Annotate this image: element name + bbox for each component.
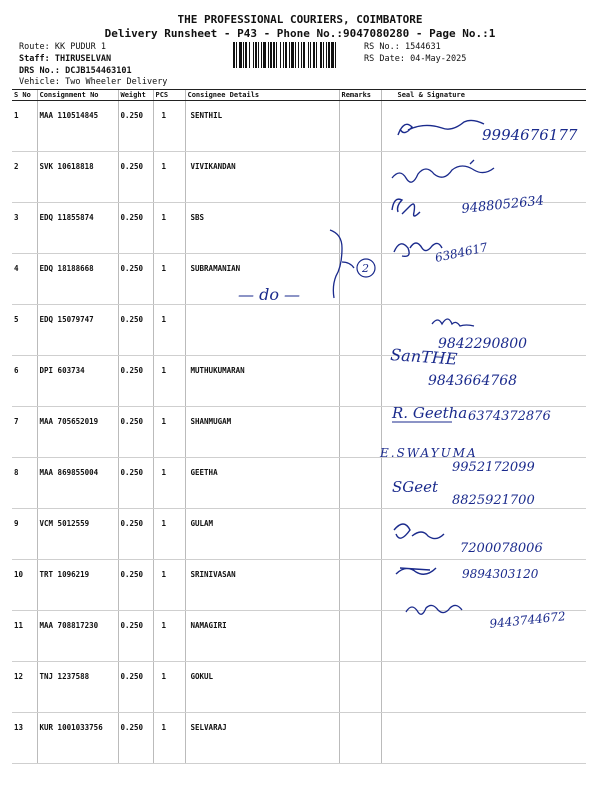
cell-signature bbox=[381, 662, 586, 713]
route-value: KK PUDUR 1 bbox=[54, 42, 107, 52]
cell-signature bbox=[381, 254, 586, 305]
rs-date-label: RS Date: bbox=[364, 54, 405, 64]
cell-remarks bbox=[339, 305, 381, 356]
cell-sno: 9 bbox=[12, 509, 37, 560]
table-row bbox=[12, 152, 586, 203]
cell-consignment: VCM 5012559 bbox=[37, 509, 118, 560]
table-row bbox=[12, 560, 586, 611]
cell-weight: 0.250 bbox=[118, 407, 153, 458]
rs-no-label: RS No.: bbox=[364, 42, 400, 52]
handwritten-phone-8: 6374372876 bbox=[468, 409, 551, 424]
handwritten-phone-13: 9443744672 bbox=[488, 609, 567, 631]
cell-sno: 4 bbox=[12, 254, 37, 305]
cell-sno: 6 bbox=[12, 356, 37, 407]
cell-consignment: MAA 708817230 bbox=[37, 611, 118, 662]
barcode-bar bbox=[255, 42, 257, 68]
col-weight: Weight bbox=[118, 90, 153, 101]
cell-consignment: TRT 1096219 bbox=[37, 560, 118, 611]
cell-remarks bbox=[339, 611, 381, 662]
cell-signature bbox=[381, 305, 586, 356]
cell-weight: 0.250 bbox=[118, 152, 153, 203]
vehicle-label: Vehicle: bbox=[19, 77, 60, 87]
barcode-bar bbox=[236, 42, 237, 68]
cell-sno: 13 bbox=[12, 713, 37, 764]
cell-signature bbox=[381, 203, 586, 254]
cell-signature bbox=[381, 611, 586, 662]
rs-no-value: 1544631 bbox=[404, 42, 441, 52]
cell-weight: 0.250 bbox=[118, 356, 153, 407]
barcode-bar bbox=[310, 42, 311, 68]
cell-consignee: SBS bbox=[185, 203, 339, 254]
cell-signature bbox=[381, 509, 586, 560]
cell-consignee: SRINIVASAN bbox=[185, 560, 339, 611]
cell-pcs: 1 bbox=[153, 152, 185, 203]
drs-value: DCJB154463101 bbox=[65, 66, 132, 76]
barcode-bar bbox=[335, 42, 336, 68]
cell-weight: 0.250 bbox=[118, 611, 153, 662]
cell-consignment: EDQ 11855874 bbox=[37, 203, 118, 254]
cell-signature bbox=[381, 407, 586, 458]
barcode-bar bbox=[249, 42, 250, 68]
barcode bbox=[232, 42, 358, 68]
cell-pcs: 1 bbox=[153, 305, 185, 356]
cell-pcs: 1 bbox=[153, 509, 185, 560]
cell-consignee: SUBRAMANIAN bbox=[185, 254, 339, 305]
drs-line bbox=[19, 66, 132, 76]
cell-consignee: MUTHUKUMARAN bbox=[185, 356, 339, 407]
cell-consignment: MAA 110514845 bbox=[37, 101, 118, 152]
cell-consignment: MAA 705652019 bbox=[37, 407, 118, 458]
handwritten-phone-6: 9842290800 bbox=[438, 336, 528, 352]
vehicle-value: Two Wheeler Delivery bbox=[65, 77, 168, 87]
cell-remarks bbox=[339, 560, 381, 611]
cell-remarks bbox=[339, 407, 381, 458]
route-label: Route: bbox=[19, 42, 50, 52]
cell-weight: 0.250 bbox=[118, 203, 153, 254]
table-row bbox=[12, 101, 586, 152]
cell-pcs: 1 bbox=[153, 662, 185, 713]
cell-consignee bbox=[185, 305, 339, 356]
barcode-bar bbox=[276, 42, 277, 68]
table-row bbox=[12, 611, 586, 662]
cell-weight: 0.250 bbox=[118, 662, 153, 713]
runsheet-table bbox=[12, 89, 586, 764]
handwritten-phone-7: 9843664768 bbox=[428, 373, 518, 389]
cell-sno: 5 bbox=[12, 305, 37, 356]
barcode-bar bbox=[268, 42, 269, 68]
barcode-bar bbox=[320, 42, 322, 68]
cell-consignment: DPI 603734 bbox=[37, 356, 118, 407]
cell-consignee: SHANMUGAM bbox=[185, 407, 339, 458]
barcode-bar bbox=[243, 42, 244, 68]
cell-pcs: 1 bbox=[153, 560, 185, 611]
cell-signature bbox=[381, 560, 586, 611]
col-signature: Seal & Signature bbox=[381, 90, 586, 101]
rs-date-line bbox=[364, 54, 466, 64]
barcode-bar bbox=[239, 42, 242, 68]
cell-signature bbox=[381, 713, 586, 764]
barcode-bar bbox=[273, 42, 275, 68]
cell-consignee: VIVIKANDAN bbox=[185, 152, 339, 203]
col-consignment: Consignment No bbox=[37, 90, 118, 101]
barcode-bar bbox=[316, 42, 317, 68]
barcode-bar bbox=[328, 42, 330, 68]
barcode-bar bbox=[303, 42, 305, 68]
cell-remarks bbox=[339, 713, 381, 764]
barcode-bar bbox=[233, 42, 235, 68]
cell-sno: 8 bbox=[12, 458, 37, 509]
cell-consignee: NAMAGIRI bbox=[185, 611, 339, 662]
signature-row-8: R. Geetha bbox=[392, 404, 468, 422]
barcode-bar bbox=[253, 42, 254, 68]
cell-weight: 0.250 bbox=[118, 254, 153, 305]
col-consignee: Consignee Details bbox=[185, 90, 339, 101]
cell-sno: 1 bbox=[12, 101, 37, 152]
handwritten-phone-10: 8825921700 bbox=[452, 493, 535, 508]
cell-remarks bbox=[339, 356, 381, 407]
cell-remarks bbox=[339, 101, 381, 152]
table-row bbox=[12, 407, 586, 458]
cell-remarks bbox=[339, 458, 381, 509]
signature-row-9: E.SWAYUMA bbox=[380, 446, 478, 460]
cell-weight: 0.250 bbox=[118, 713, 153, 764]
handwritten-phone-3: 9488052634 bbox=[460, 193, 545, 217]
cell-consignee: SENTHIL bbox=[185, 101, 339, 152]
cell-remarks bbox=[339, 662, 381, 713]
table-row bbox=[12, 662, 586, 713]
cell-pcs: 1 bbox=[153, 356, 185, 407]
cell-consignee: GEETHA bbox=[185, 458, 339, 509]
barcode-bar bbox=[280, 42, 281, 68]
barcode-bar bbox=[308, 42, 309, 68]
rs-date-value: 04-May-2025 bbox=[410, 54, 467, 64]
cell-weight: 0.250 bbox=[118, 560, 153, 611]
table-row bbox=[12, 203, 586, 254]
barcode-bar bbox=[323, 42, 324, 68]
cell-signature bbox=[381, 458, 586, 509]
cell-consignment: SVK 10618818 bbox=[37, 152, 118, 203]
barcode-bar bbox=[291, 42, 294, 68]
cell-consignment: MAA 869855004 bbox=[37, 458, 118, 509]
handwritten-phone-12: 9894303120 bbox=[462, 567, 539, 581]
runsheet-subtitle: Delivery Runsheet - P43 - Phone No.:9047080280 - Page No.:1 bbox=[104, 27, 496, 40]
cell-consignment: KUR 1001033756 bbox=[37, 713, 118, 764]
company-title: THE PROFESSIONAL COURIERS, COIMBATORE bbox=[177, 13, 423, 26]
cell-consignee: SELVARAJ bbox=[185, 713, 339, 764]
table-row bbox=[12, 254, 586, 305]
barcode-bar bbox=[283, 42, 284, 68]
rs-no-line bbox=[364, 42, 441, 52]
cell-sno: 10 bbox=[12, 560, 37, 611]
staff-label: Staff: bbox=[19, 54, 50, 64]
cell-weight: 0.250 bbox=[118, 101, 153, 152]
cell-pcs: 1 bbox=[153, 713, 185, 764]
barcode-bar bbox=[245, 42, 247, 68]
cell-consignee: GOKUL bbox=[185, 662, 339, 713]
barcode-bar bbox=[326, 42, 327, 68]
cell-sno: 12 bbox=[12, 662, 37, 713]
cell-remarks bbox=[339, 203, 381, 254]
cell-sno: 7 bbox=[12, 407, 37, 458]
col-sno: S No bbox=[12, 90, 37, 101]
route-line bbox=[19, 42, 106, 52]
drs-label: DRS No.: bbox=[19, 66, 60, 76]
barcode-bar bbox=[285, 42, 287, 68]
table-row bbox=[12, 458, 586, 509]
staff-value: THIRUSELVAN bbox=[54, 54, 112, 64]
table-row bbox=[12, 713, 586, 764]
barcode-bar bbox=[261, 42, 262, 68]
table-row bbox=[12, 509, 586, 560]
cell-remarks bbox=[339, 509, 381, 560]
cell-pcs: 1 bbox=[153, 101, 185, 152]
cell-pcs: 1 bbox=[153, 611, 185, 662]
cell-weight: 0.250 bbox=[118, 305, 153, 356]
handwritten-phone-1: 9994676177 bbox=[482, 126, 578, 144]
cell-sno: 3 bbox=[12, 203, 37, 254]
handwritten-phone-4: 6384617 bbox=[433, 240, 489, 265]
circled-ref: 2 bbox=[362, 262, 369, 275]
col-pcs: PCS bbox=[153, 90, 185, 101]
barcode-bar bbox=[301, 42, 302, 68]
cell-sno: 2 bbox=[12, 152, 37, 203]
cell-remarks bbox=[339, 152, 381, 203]
cell-signature bbox=[381, 356, 586, 407]
staff-line bbox=[19, 54, 111, 64]
vehicle-line bbox=[19, 77, 167, 87]
cell-consignment: TNJ 1237588 bbox=[37, 662, 118, 713]
cell-weight: 0.250 bbox=[118, 458, 153, 509]
ditto-mark: — do — bbox=[238, 285, 301, 304]
cell-consignee: GULAM bbox=[185, 509, 339, 560]
cell-pcs: 1 bbox=[153, 407, 185, 458]
handwritten-phone-11: 7200078006 bbox=[460, 541, 543, 556]
table-header-row bbox=[12, 90, 586, 101]
table-row bbox=[12, 356, 586, 407]
barcode-bar bbox=[298, 42, 299, 68]
barcode-bar bbox=[331, 42, 334, 68]
cell-pcs: 1 bbox=[153, 458, 185, 509]
barcode-bar bbox=[263, 42, 266, 68]
handwritten-phone-9: 9952172099 bbox=[452, 460, 535, 475]
barcode-bar bbox=[313, 42, 315, 68]
cell-consignment: EDQ 18188668 bbox=[37, 254, 118, 305]
barcode-bar bbox=[258, 42, 259, 68]
signature-row-10: SGeet bbox=[392, 478, 439, 496]
barcode-bar bbox=[295, 42, 296, 68]
cell-weight: 0.250 bbox=[118, 509, 153, 560]
cell-pcs: 1 bbox=[153, 254, 185, 305]
cell-sno: 11 bbox=[12, 611, 37, 662]
barcode-bar bbox=[289, 42, 290, 68]
barcode-bar bbox=[270, 42, 272, 68]
cell-pcs: 1 bbox=[153, 203, 185, 254]
handwritten-name-7: SanTHE bbox=[389, 345, 458, 369]
cell-consignment: EDQ 15079747 bbox=[37, 305, 118, 356]
col-remarks: Remarks bbox=[339, 90, 381, 101]
cell-remarks bbox=[339, 254, 381, 305]
cell-signature bbox=[381, 152, 586, 203]
table-row bbox=[12, 305, 586, 356]
cell-signature bbox=[381, 101, 586, 152]
